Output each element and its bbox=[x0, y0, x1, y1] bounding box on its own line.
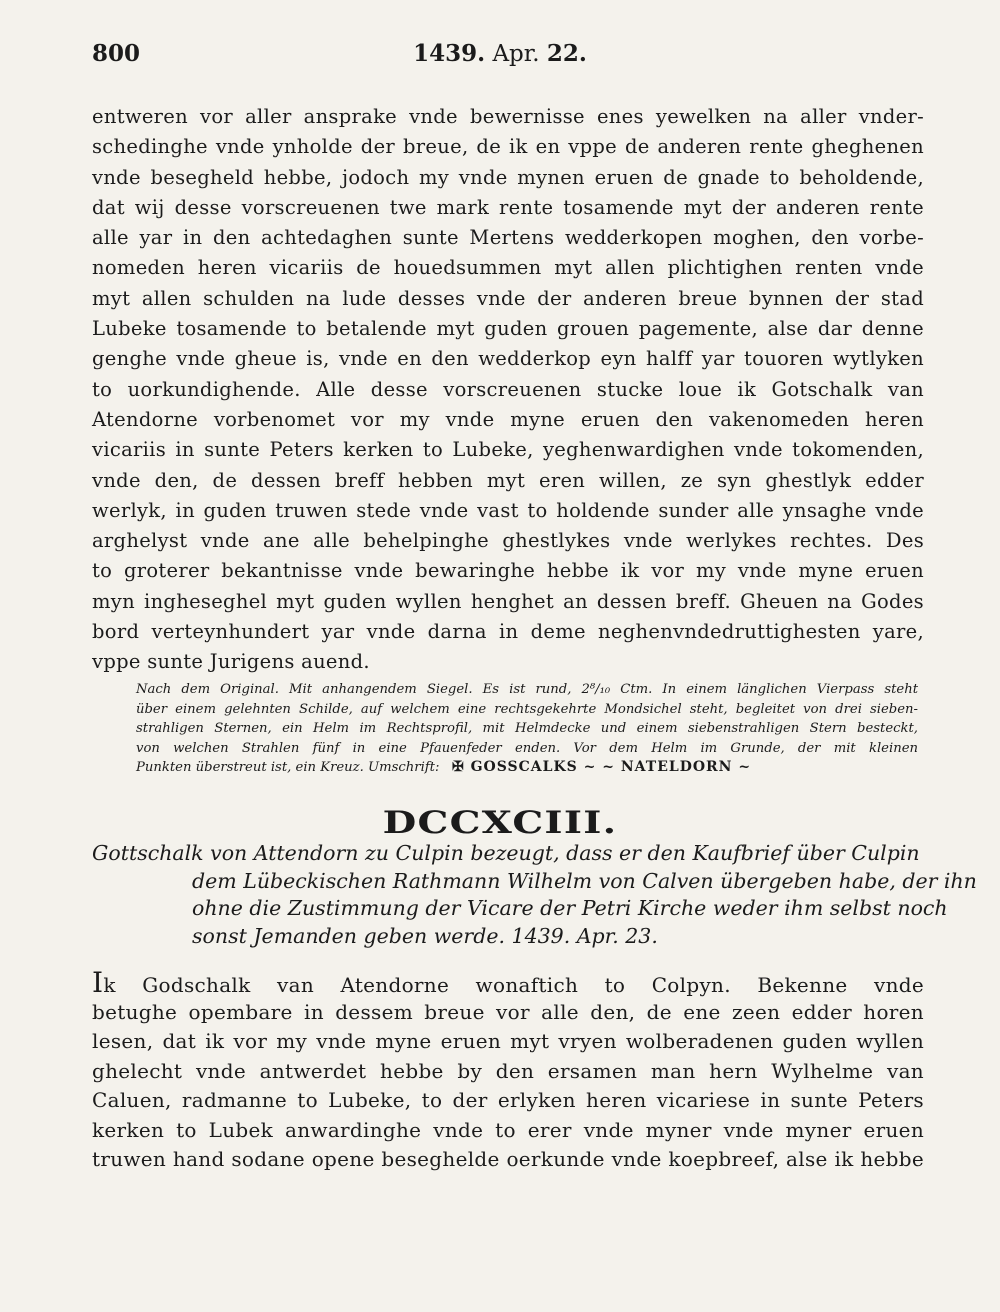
text-line: vppe sunte Jurigens auend. bbox=[92, 650, 370, 674]
initial-letter: I bbox=[92, 966, 104, 999]
first-line bbox=[92, 968, 924, 998]
seal-inscription: ✠ GOSSCALKS ~ ~ NATELDORN ~ bbox=[452, 759, 752, 775]
charter-text-continued bbox=[92, 102, 924, 678]
source-note bbox=[136, 680, 918, 778]
summary-line: dem Lübeckischen Rathmann Wilhelm von Calven übergeben habe, der ihn bbox=[192, 868, 977, 893]
text-line: Atendorne vorbenomet vor my vnde myne eruen den vakenomeden heren bbox=[92, 407, 924, 431]
text-line: alle yar in den achtedaghen sunte Mertens wedderkopen moghen, den vorbe- bbox=[92, 226, 924, 250]
running-head-year: 1439. bbox=[413, 40, 486, 67]
note-line: Nach dem Original. Mit anhangendem Siegel. Es ist rund, 2⁸/₁₀ Ctm. In einem länglichen Vierpass steht bbox=[136, 682, 918, 697]
summary-line: Gottschalk von Attendorn zu Culpin bezeugt, dass er den Kaufbrief über Culpin bbox=[92, 841, 920, 865]
text-line: genghe vnde gheue is, vnde en den wedderkop eyn halff yar touoren wytlyken bbox=[92, 347, 924, 371]
first-line-text: k Godschalk van Atendorne wonaftich to Colpyn. Bekenne vnde bbox=[103, 973, 924, 997]
note-line: von welchen Strahlen fünf in eine Pfauenfeder enden. Vor dem Helm im Grunde, der mit kleinen bbox=[136, 740, 918, 756]
text-line: ghelecht vnde antwerdet hebbe by den ersamen man hern Wylhelme van bbox=[92, 1058, 924, 1083]
text-line: to groterer bekantnisse vnde bewaringhe hebbe ik vor my vnde myne eruen bbox=[92, 559, 924, 583]
text-line: vicariis in sunte Peters kerken to Lubeke, yeghenwardighen vnde tokomenden, bbox=[92, 438, 924, 462]
text-line: vnde den, de dessen breff hebben myt eren willen, ze syn ghestlyk edder bbox=[92, 468, 924, 492]
text-line: arghelyst vnde ane alle behelpinghe ghestlykes vnde werlykes rechtes. Des bbox=[92, 529, 924, 553]
charter-text-new bbox=[92, 968, 924, 1175]
text-line: Lubeke tosamende to betalende myt guden grouen pagemente, alse dar denne bbox=[92, 317, 924, 341]
text-line: entweren vor aller ansprake vnde bewernisse enes yewelken na aller vnder- bbox=[92, 105, 924, 128]
page-header bbox=[92, 40, 908, 80]
note-line: über einem gelehnten Schilde, auf welchem eine rechtsgekehrte Mondsichel steht, begleitet von drei sieben- bbox=[136, 701, 918, 717]
text-line: Caluen, radmanne to Lubeke, to der erlyken heren vicariese in sunte Peters bbox=[92, 1088, 924, 1112]
text-line: truwen hand sodane opene beseghelde oerkunde vnde koepbreef, alse ik hebbe bbox=[92, 1147, 924, 1171]
text-line: nomeden heren vicariis de houedsummen myt allen plichtighen renten vnde bbox=[92, 256, 924, 280]
text-line: myt allen schulden na lude desses vnde der anderen breue bynnen der stad bbox=[92, 286, 924, 310]
page-number: 800 bbox=[92, 40, 141, 67]
text-line: kerken to Lubek anwardinghe vnde to erer vnde myner vnde myner eruen bbox=[92, 1117, 924, 1142]
summary-line: ohne die Zustimmung der Vicare der Petri Kirche weder ihm selbst noch bbox=[192, 896, 948, 920]
running-head-month: Apr. bbox=[492, 41, 540, 67]
text-line: bord verteynhundert yar vnde darna in deme neghenvndedruttighesten yare, bbox=[92, 620, 924, 644]
note-line: strahligen Sternen, ein Helm im Rechtsprofil, mit Helmdecke und einem siebenstrahligen Stern besteckt, bbox=[136, 721, 918, 736]
running-head-date bbox=[92, 40, 908, 67]
document-summary bbox=[92, 840, 977, 950]
note-line: Punkten überstreut ist, ein Kreuz. Umschrift: bbox=[136, 760, 440, 775]
note-line-with-seal bbox=[136, 758, 918, 778]
document-number: DCCXCIII. bbox=[382, 805, 618, 841]
text-line: betughe opembare in dessem breue vor alle den, de ene zeen edder horen bbox=[92, 999, 924, 1024]
text-line: werlyk, in guden truwen stede vnde vast to holdende sunder alle ynsaghe vnde bbox=[92, 498, 924, 522]
text-line: vnde besegheld hebbe, jodoch my vnde mynen eruen de gnade to beholdende, bbox=[92, 165, 924, 189]
text-line: lesen, dat ik vor my vnde myne eruen myt vryen wolberadenen guden wyllen bbox=[92, 1029, 924, 1053]
text-line: dat wij desse vorscreuenen twe mark rente tosamende myt der anderen rente bbox=[92, 195, 924, 219]
text-line: myn ingheseghel myt guden wyllen henghet an dessen breff. Gheuen na Godes bbox=[92, 589, 924, 613]
running-head-day: 22. bbox=[546, 40, 587, 67]
text-line: schedinghe vnde ynholde der breue, de ik en vppe de anderen rente gheghenen bbox=[92, 135, 924, 159]
summary-line: sonst Jemanden geben werde. 1439. Apr. 23. bbox=[192, 923, 658, 948]
text-line: to uorkundighende. Alle desse vorscreuenen stucke loue ik Gotschalk van bbox=[92, 377, 924, 401]
